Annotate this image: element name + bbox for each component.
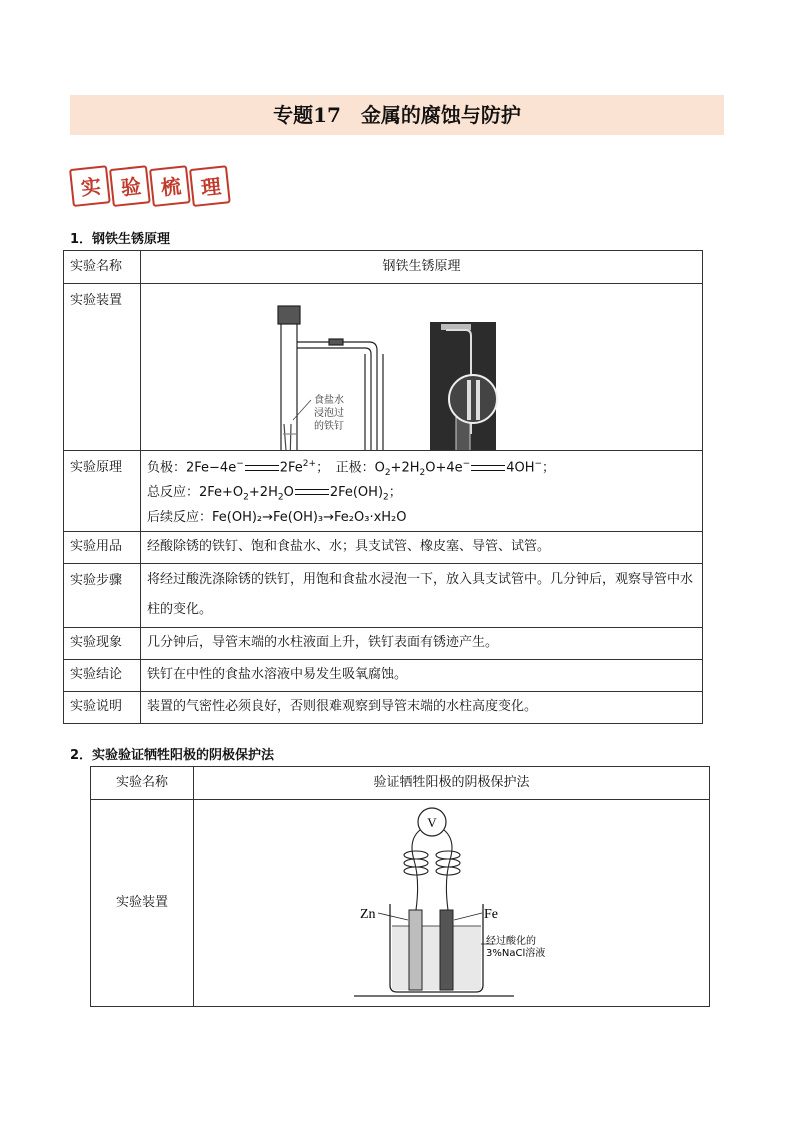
label-cell: 实验装置	[64, 284, 141, 451]
label-cell: 实验名称	[91, 767, 194, 800]
label-cell: 实验现象	[64, 627, 141, 659]
experiment-name: 验证牺牲阳极的阴极保护法	[194, 767, 710, 800]
rust-apparatus-diagram	[141, 284, 697, 450]
wires	[404, 830, 460, 910]
conclusion-cell: 铁钉在中性的食盐水溶液中易发生吸氧腐蚀。	[141, 659, 703, 691]
rust-experiment-table	[63, 250, 703, 724]
section2-heading: 2．实验验证牺牲阳极的阴极保护法	[70, 748, 275, 763]
voltmeter-label: V	[427, 815, 437, 830]
total-product: 2Fe(OH)	[329, 484, 384, 500]
label-cell: 实验结论	[64, 659, 141, 691]
materials-cell: 经酸除锈的铁钉、饱和食盐水、水；具支试管、橡皮塞、导管、试管。	[141, 531, 703, 563]
label-cell: 实验步骤	[64, 563, 141, 627]
zn-label: Zn	[360, 907, 376, 922]
positive-product: 4OH	[506, 460, 535, 476]
annotation-line: 食盐水	[314, 395, 344, 406]
total-part: 总反应：2Fe+O	[147, 484, 244, 500]
label-cell: 实验原理	[64, 451, 141, 532]
badge-char: 理	[192, 168, 229, 205]
section-badges	[74, 170, 228, 206]
total-part: O	[283, 484, 294, 500]
annotation-line: 浸泡过	[314, 408, 344, 419]
zn-electrode	[409, 910, 422, 990]
badge-char: 实	[72, 168, 109, 205]
cathodic-protection-table	[90, 766, 710, 1007]
fe-label: Fe	[484, 907, 498, 922]
total-part: +2H	[248, 484, 278, 500]
label-cell: 实验用品	[64, 531, 141, 563]
positive-electrode: ； 正极：O	[316, 460, 385, 476]
solution-label: 3%NaCl溶液	[486, 948, 546, 959]
section1-heading: 1．钢铁生锈原理	[70, 232, 171, 247]
experiment-name: 钢铁生锈原理	[141, 251, 703, 284]
badge-char: 验	[112, 168, 149, 205]
apparatus-cell	[141, 284, 703, 451]
electrode-reactions: 负极：2Fe−4e− $2Fe^{2+}$； 正极：$O_2+2H_2O+4e^-$ 4OH−；	[147, 459, 556, 478]
steps-cell: 将经过酸洗涤除锈的铁钉，用饱和食盐水浸泡一下，放入具支试管中。几分钟后，观察导管中水柱的变化。	[141, 563, 703, 627]
positive-part: +2H	[390, 460, 420, 476]
galvanic-cell-diagram	[194, 800, 708, 1006]
total-reaction: 总反应：$2Fe+O_2+2H_2O$ $2Fe(OH)_2$；	[147, 484, 402, 503]
apparatus-photo	[430, 322, 497, 450]
page-title: 专题17 金属的腐蚀与防护	[70, 95, 724, 135]
annotation-line: 的铁钉	[314, 421, 344, 432]
apparatus-cell	[194, 800, 710, 1007]
positive-part: O+4e	[425, 460, 463, 476]
follow-reaction: 后续反应：Fe(OH)₂→Fe(OH)₃→Fe₂O₃·xH₂O	[147, 509, 407, 525]
label-cell: 实验装置	[91, 800, 194, 1007]
badge-char: 梳	[152, 168, 189, 205]
label-cell: 实验说明	[64, 691, 141, 723]
negative-electrode: 负极：2Fe−4e	[147, 460, 237, 476]
phenomenon-cell: 几分钟后，导管末端的水柱液面上升，铁钉表面有锈迹产生。	[141, 627, 703, 659]
negative-product: 2Fe	[279, 460, 303, 476]
fe-electrode	[440, 910, 453, 990]
principle-cell	[141, 451, 703, 532]
label-cell: 实验名称	[64, 251, 141, 284]
solution-label: 经过酸化的	[486, 936, 536, 947]
note-cell: 装置的气密性必须良好，否则很难观察到导管末端的水柱高度变化。	[141, 691, 703, 723]
